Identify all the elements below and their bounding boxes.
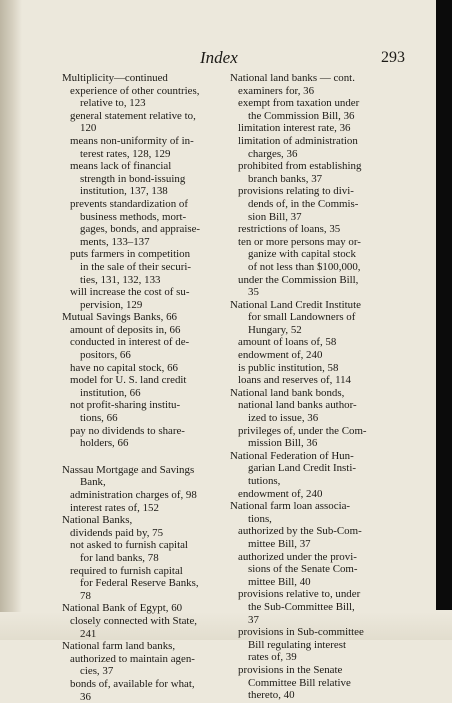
index-subentry-line: conducted in interest of de-	[62, 336, 228, 349]
index-subentry-line: loans and reserves of, 114	[230, 374, 408, 387]
page-edge-tab	[436, 0, 452, 610]
index-subentry-line: limitation of administration	[230, 135, 408, 148]
index-subentry-line: Bank,	[62, 476, 228, 489]
index-subentry-line: positors, 66	[62, 349, 228, 362]
index-subentry-line: institution, 66	[62, 387, 228, 400]
entry-spacer	[62, 450, 228, 464]
index-subentry-line: pay no dividends to share-	[62, 425, 228, 438]
index-subentry-line: means non-uniformity of in-	[62, 135, 228, 148]
index-heading-line: Nassau Mortgage and Savings	[62, 464, 228, 477]
index-subentry-line: of not less than $100,000,	[230, 261, 408, 274]
index-subentry-line: privileges of, under the Com-	[230, 425, 408, 438]
page-number: 293	[381, 49, 405, 67]
index-subentry-line: under the Commission Bill,	[230, 274, 408, 287]
index-subentry-line: experience of other countries,	[62, 85, 228, 98]
index-subentry-line: restrictions of loans, 35	[230, 223, 408, 236]
index-heading-line: National land bank bonds,	[230, 387, 408, 400]
page-gutter-shadow	[0, 0, 22, 640]
index-subentry-line: Hungary, 52	[230, 324, 408, 337]
index-subentry-line: charges, 36	[230, 148, 408, 161]
index-subentry-line: the Commission Bill, 36	[230, 110, 408, 123]
index-subentry-line: terest rates, 128, 129	[62, 148, 228, 161]
index-subentry-line: for Federal Reserve Banks,	[62, 577, 228, 590]
index-subentry-line: tutions,	[230, 475, 408, 488]
index-subentry-line: holders, 66	[62, 437, 228, 450]
index-subentry-line: provisions in the Senate	[230, 664, 408, 677]
index-subentry-line: 120	[62, 122, 228, 135]
index-heading-line: National Bank of Egypt, 60	[62, 602, 228, 615]
index-subentry-line: Committee Bill relative	[230, 677, 408, 690]
index-heading-line: National Banks,	[62, 514, 228, 527]
index-subentry-line: institution, 137, 138	[62, 185, 228, 198]
index-subentry-line: amount of deposits in, 66	[62, 324, 228, 337]
index-subentry-line: model for U. S. land credit	[62, 374, 228, 387]
index-subentry-line: 36	[62, 691, 228, 703]
index-subentry-line: provisions in Sub-committee	[230, 626, 408, 639]
index-subentry-line: dividends paid by, 75	[62, 527, 228, 540]
index-subentry-line: tions, 66	[62, 412, 228, 425]
index-heading-line: Mutual Savings Banks, 66	[62, 311, 228, 324]
index-subentry-line: prohibited from establishing	[230, 160, 408, 173]
index-subentry-line: 78	[62, 590, 228, 603]
index-subentry-line: means lack of financial	[62, 160, 228, 173]
index-subentry-line: not profit-sharing institu-	[62, 399, 228, 412]
index-subentry-line: rates of, 39	[230, 651, 408, 664]
index-column-right	[230, 72, 408, 702]
index-subentry-line: mission Bill, 36	[230, 437, 408, 450]
index-subentry-line: 35	[230, 286, 408, 299]
index-subentry-line: relative to, 123	[62, 97, 228, 110]
index-subentry-line: 37	[230, 614, 408, 627]
index-subentry-line: examiners for, 36	[230, 85, 408, 98]
index-subentry-line: general statement relative to,	[62, 110, 228, 123]
index-subentry-line: provisions relative to, under	[230, 588, 408, 601]
running-header-title: Index	[200, 48, 238, 68]
index-subentry-line: ized to issue, 36	[230, 412, 408, 425]
index-subentry-line: is public institution, 58	[230, 362, 408, 375]
index-subentry-line: sions of the Senate Com-	[230, 563, 408, 576]
index-subentry-line: the Sub-Committee Bill,	[230, 601, 408, 614]
index-subentry-line: bonds of, available for what,	[62, 678, 228, 691]
index-subentry-line: ties, 131, 132, 133	[62, 274, 228, 287]
index-subentry-line: for land banks, 78	[62, 552, 228, 565]
index-subentry-line: required to furnish capital	[62, 565, 228, 578]
index-subentry-line: national land banks author-	[230, 399, 408, 412]
index-subentry-line: prevents standardization of	[62, 198, 228, 211]
index-column-left	[62, 72, 228, 703]
index-subentry-line: sion Bill, 37	[230, 211, 408, 224]
index-subentry-line: ten or more persons may or-	[230, 236, 408, 249]
index-subentry-line: endowment of, 240	[230, 488, 408, 501]
index-subentry-line: endowment of, 240	[230, 349, 408, 362]
index-subentry-line: not asked to furnish capital	[62, 539, 228, 552]
index-subentry-line: Bill regulating interest	[230, 639, 408, 652]
index-subentry-line: closely connected with State,	[62, 615, 228, 628]
index-subentry-line: gages, bonds, and appraise-	[62, 223, 228, 236]
index-subentry-line: 241	[62, 628, 228, 641]
index-subentry-line: branch banks, 37	[230, 173, 408, 186]
index-subentry-line: will increase the cost of su-	[62, 286, 228, 299]
index-subentry-line: administration charges of, 98	[62, 489, 228, 502]
index-subentry-line: pervision, 129	[62, 299, 228, 312]
index-subentry-line: ments, 133–137	[62, 236, 228, 249]
index-subentry-line: puts farmers in competition	[62, 248, 228, 261]
index-subentry-line: exempt from taxation under	[230, 97, 408, 110]
index-subentry-line: business methods, mort-	[62, 211, 228, 224]
index-subentry-line: mittee Bill, 40	[230, 576, 408, 589]
index-subentry-line: authorized to maintain agen-	[62, 653, 228, 666]
index-subentry-line: have no capital stock, 66	[62, 362, 228, 375]
index-subentry-line: mittee Bill, 37	[230, 538, 408, 551]
index-subentry-line: for small Landowners of	[230, 311, 408, 324]
index-subentry-line: amount of loans of, 58	[230, 336, 408, 349]
index-subentry-line: tions,	[230, 513, 408, 526]
index-subentry-line: thereto, 40	[230, 689, 408, 702]
index-heading-line: Multiplicity—continued	[62, 72, 228, 85]
index-subentry-line: interest rates of, 152	[62, 502, 228, 515]
index-subentry-line: authorized under the provi-	[230, 551, 408, 564]
index-heading-line: National land banks — cont.	[230, 72, 408, 85]
index-heading-line: National farm loan associa-	[230, 500, 408, 513]
index-subentry-line: garian Land Credit Insti-	[230, 462, 408, 475]
index-subentry-line: in the sale of their securi-	[62, 261, 228, 274]
index-heading-line: National Federation of Hun-	[230, 450, 408, 463]
index-subentry-line: strength in bond-issuing	[62, 173, 228, 186]
index-subentry-line: limitation interest rate, 36	[230, 122, 408, 135]
index-subentry-line: dends of, in the Commis-	[230, 198, 408, 211]
index-subentry-line: cies, 37	[62, 665, 228, 678]
index-subentry-line: provisions relating to divi-	[230, 185, 408, 198]
index-heading-line: National farm land banks,	[62, 640, 228, 653]
index-subentry-line: authorized by the Sub-Com-	[230, 525, 408, 538]
index-heading-line: National Land Credit Institute	[230, 299, 408, 312]
index-subentry-line: ganize with capital stock	[230, 248, 408, 261]
